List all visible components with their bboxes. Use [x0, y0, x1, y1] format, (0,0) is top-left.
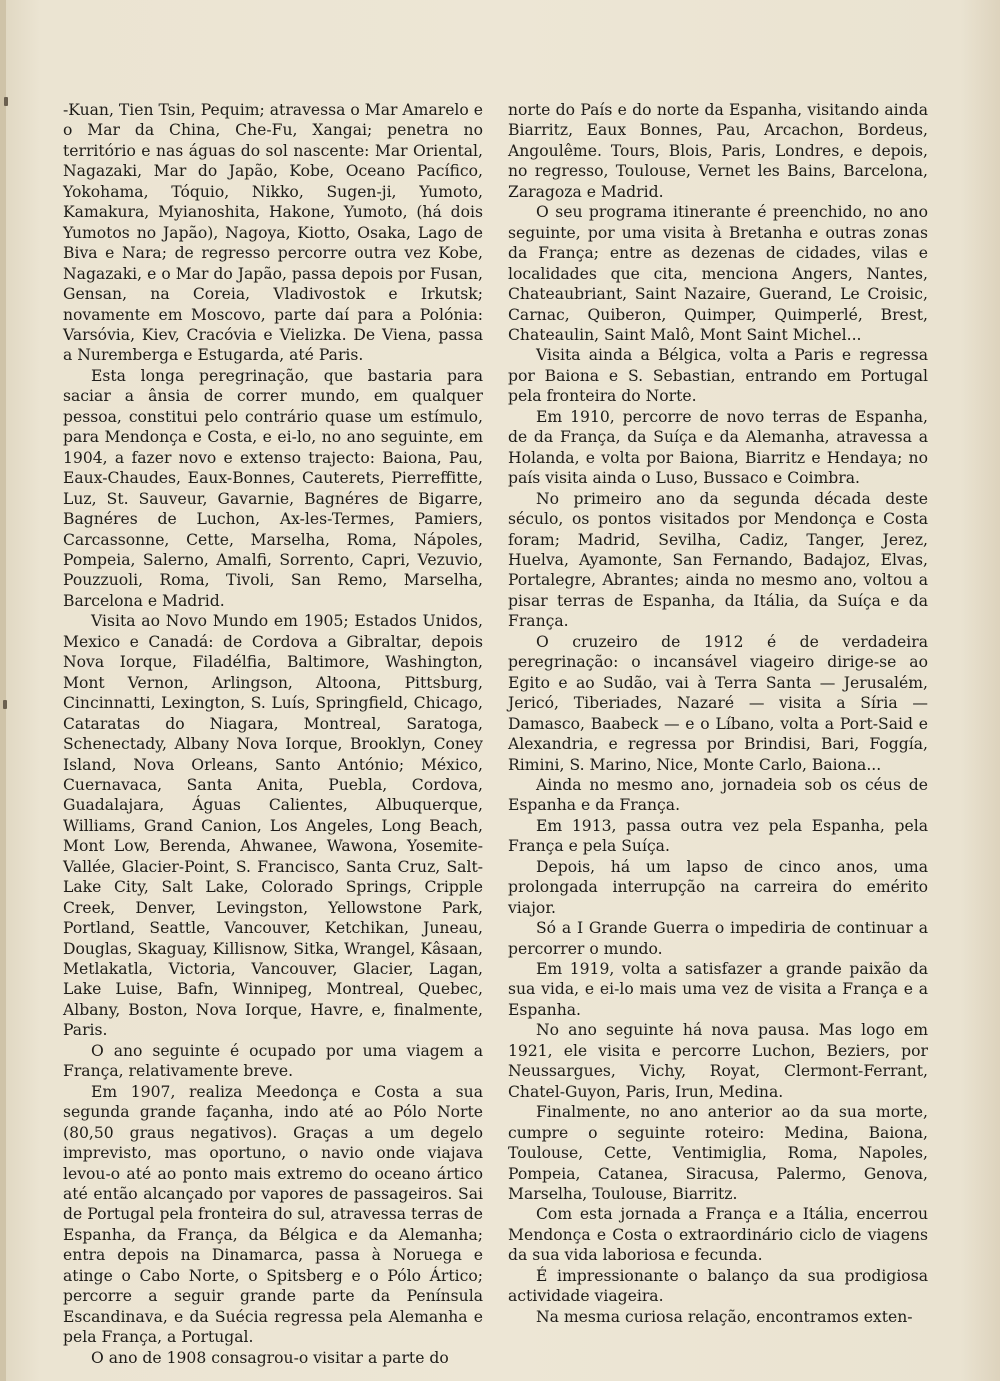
page-binding-edge [0, 0, 6, 1381]
paragraph: Com esta jornada a França e a Itália, encerrou Mendonça e Costa o extraordinário ciclo de viagens da sua vida laboriosa e fecunda. [508, 1205, 928, 1265]
paragraph: O ano seguinte é ocupado por uma viagem a França, relativamente breve. [63, 1041, 483, 1081]
paragraph: O ano de 1908 consagrou-o visitar a parte do [91, 1348, 449, 1367]
margin-mark [4, 97, 8, 106]
paragraph: Visita ainda a Bélgica, volta a Paris e regressa por Baiona e S. Sebastian, entrando em Portugal pela fronteira do Norte. [508, 346, 928, 406]
paragraph: Ainda no mesmo ano, jornadeia sob os céus de Espanha e da França. [508, 775, 928, 815]
right-column [508, 100, 928, 1327]
margin-mark [3, 700, 7, 709]
paragraph: Em 1913, passa outra vez pela Espanha, pela França e pela Suíça. [508, 816, 928, 856]
paragraph: No primeiro ano da segunda década deste século, os pontos visitados por Mendonça e Costa foram; Madrid, Sevilha, Cadiz, Tanger, Jerez, Huelva, Ayamonte, San Fernando, Badajoz, Elvas, Portalegre, Abrantes; ainda no mesmo ano, voltou a pisar terras de Espanha, da Itália, da Suíça e da França. [508, 489, 928, 631]
paragraph: É impressionante o balanço da sua prodigiosa actividade viageira. [508, 1266, 928, 1306]
paragraph: Em 1907, realiza Meedonça e Costa a sua segunda grande façanha, indo até ao Pólo Norte (80,50 graus negativos). Graças a um degelo imprevisto, mas oportuno, o navio onde viajava levou-o até ao ponto mais extremo do oceano ártico até então alcançado por vapores de passageiros. Sai de Portugal pela fronteira do sul, atravessa terras de Espanha, da França, da Bélgica e da Alemanha; entra depois na Dinamarca, passa à Noruega e atinge o Cabo Norte, o Spitsberg e o Pólo Ártico; percorre a seguir grande parte da Península Escandinava, e da Suécia regressa pela Alemanha e pela França, a Portugal. [63, 1082, 483, 1347]
paragraph: Em 1910, percorre de novo terras de Espanha, de da França, da Suíça e da Alemanha, atravessa a Holanda, e volta por Baiona, Biarritz e Hendaya; no país visita ainda o Luso, Bussaco e Coimbra. [508, 407, 928, 488]
paragraph: O seu programa itinerante é preenchido, no ano seguinte, por uma visita à Bretanha e outras zonas da França; entre as dezenas de cidades, vilas e localidades que cita, menciona Angers, Nantes, Chateaubriant, Saint Nazaire, Guerand, Le Croisic, Carnac, Quiberon, Quimper, Quimperlé, Brest, Chateaulin, Saint Malô, Mont Saint Michel... [508, 203, 928, 344]
paragraph: Só a I Grande Guerra o impediria de continuar a percorrer o mundo. [508, 919, 928, 958]
paragraph: Esta longa peregrinação, que bastaria para saciar a ânsia de correr mundo, em qualquer pessoa, constitui pelo contrário quase um estímulo, para Mendonça e Costa, e ei-lo, no ano seguinte, em 1904, a fazer novo e extenso trajecto: Baiona, Pau, Eaux-Chaudes, Eaux-Bonnes, Cauterets, Pierreffitte, Luz, St. Sauveur, Gavarnie, Bagnéres de Bigarre, Bagnéres de Luchon, Ax-les-Termes, Pamiers, Carcassonne, Cette, Marselha, Roma, Nápoles, Pompeia, Salerno, Amalfi, Sorrento, Capri, Vezuvio, Pouzzuoli, Roma, Tivoli, San Remo, Marselha, Barcelona e Madrid. [63, 366, 483, 610]
paragraph: -Kuan, Tien Tsin, Pequim; atravessa o Mar Amarelo e o Mar da China, Che-Fu, Xangai; penetra no território e nas águas do sol nascente: Mar Oriental, Nagazaki, Mar do Japão, Kobe, Oceano Pacífico, Yokohama, Tóquio, Nikko, Sugen-ji, Yumoto, Kamakura, Myianoshita, Hakone, Yumoto, (há dois Yumotos no Japão), Nagoya, Kiotto, Osaka, Lago de Biva e Nara; de regresso percorre outra vez Kobe, Nagazaki, e o Mar do Japão, passa depois por Fusan, Gensan, na Coreia, Vladivostok e Irkutsk; novamente em Moscovo, parte daí para a Polónia: Varsóvia, Kiev, Cracóvia e Vielizka. De Viena, passa a Nuremberga e Estugarda, até Paris. [63, 101, 483, 365]
paragraph: Depois, há um lapso de cinco anos, uma prolongada interrupção na carreira do emérito viajor. [508, 857, 928, 917]
paragraph: Finalmente, no ano anterior ao da sua morte, cumpre o seguinte roteiro: Medina, Baiona, Toulouse, Cette, Ventimiglia, Roma, Napoles, Pompeia, Catanea, Siracusa, Palermo, Genova, Marselha, Toulouse, Biarritz. [508, 1103, 928, 1204]
paragraph: Visita ao Novo Mundo em 1905; Estados Unidos, Mexico e Canadá: de Cordova a Gibraltar, depois Nova Iorque, Filadélfia, Baltimore, Washington, Mont Vernon, Arlingson, Altoona, Pittsburg, Cincinnatti, Lexington, S. Luís, Springfield, Chicago, Cataratas do Niagara, Montreal, Saratoga, Schenectady, Albany Nova Iorque, Brooklyn, Coney Island, Nova Orleans, Santo António; México, Cuernavaca, Santa Anita, Puebla, Cordova, Guadalajara, Águas Calientes, Albuquerque, Williams, Grand Canion, Los Angeles, Long Beach, Mont Low, Berenda, Ahwanee, Wawona, Yosemite-Vallée, Glacier-Point, S. Francisco, Santa Cruz, Salt-Lake City, Salt Lake, Colorado Springs, Cripple Creek, Denver, Levingston, Yellowstone Park, Portland, Seattle, Vancouver, Ketchikan, Juneau, Douglas, Skaguay, Killisnow, Sitka, Wrangel, Kâsaan, Metlakatla, Victoria, Vancouver, Glacier, Lagan, Lake Luise, Bafn, Winnipeg, Montreal, Quebec, Albany, Boston, Nova Iorque, Havre, e, finalmente, Paris. [63, 612, 483, 1040]
paragraph: Em 1919, volta a satisfazer a grande paixão da sua vida, e ei-lo mais uma vez de visita a França e a Espanha. [508, 960, 928, 1019]
paragraph: norte do País e do norte da Espanha, visitando ainda Biarritz, Eaux Bonnes, Pau, Arcachon, Bordeus, Angoulême. Tours, Blois, Paris, Londres, e depois, no regresso, Toulouse, Vernet les Bains, Barcelona, Zaragoza e Madrid. [508, 101, 928, 201]
paragraph: No ano seguinte há nova pausa. Mas logo em 1921, ele visita e percorre Luchon, Beziers, por Neussargues, Vichy, Royat, Clermont-Ferrant, Chatel-Guyon, Paris, Irun, Medina. [508, 1021, 928, 1101]
paragraph: O cruzeiro de 1912 é de verdadeira peregrinação: o incansável viageiro dirige-se ao Egito e ao Sudão, vai à Terra Santa — Jerusalém, Jericó, Tiberiades, Nazaré — visita a Síria — Damasco, Baabeck — e o Líbano, volta a Port-Said e Alexandria, e regressa por Brindisi, Bari, Foggía, Rimini, S. Marino, Nice, Monte Carlo, Baiona... [508, 632, 928, 774]
left-column [63, 100, 483, 1368]
paragraph: Na mesma curiosa relação, encontramos exten- [536, 1307, 913, 1326]
